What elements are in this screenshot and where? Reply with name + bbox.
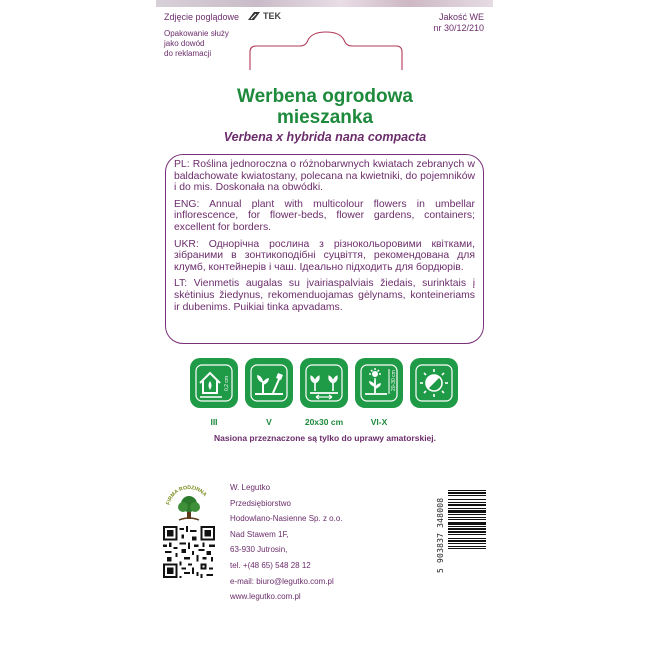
sowing-depth-text: 0,2 cm [224, 375, 230, 391]
company-line: W. Legutko [230, 483, 271, 492]
icon-caption-spacing: 20x30 cm [304, 417, 344, 427]
complaint-note-line: Opakowanie służy [164, 29, 229, 38]
barcode-bar [448, 543, 486, 544]
icon-caption-flowering: VI-X [370, 417, 388, 427]
tek-label: TEK [263, 11, 281, 21]
sample-photo-label: Zdjęcie poglądowe [164, 12, 240, 22]
barcode-bar [448, 492, 486, 494]
plant-height-text: 20-30 cm [391, 370, 397, 391]
company-address [230, 480, 343, 605]
product-photo-strip [156, 0, 493, 7]
barcode-digits: 5 903837 348008 [436, 497, 445, 573]
barcode-bar [448, 490, 486, 491]
description-ukr: UKR: Однорічна рослина з різнокольоровими квітками, зібраними в зонтикоподібні суцвіття, рекомендована для клумб, контейнерів і чаш. Ідеально підходить для бордюрів. [174, 238, 475, 273]
logo-text: FIRMA RODZINNA [165, 484, 208, 506]
tek-badge [247, 11, 281, 21]
barcode-bar [448, 504, 486, 506]
barcode-bar [448, 502, 486, 503]
barcode-bar [448, 514, 486, 515]
description-lt: LT: Vienmetis augalas su įvairiaspalviais žiedais, surinktais į skėtinius žiedynus, rekomenduojamas gėlynams, konteineriams ir dubenims. Puikiai tinka apvadams. [174, 278, 475, 313]
description-pl: PL: Roślina jednoroczna o różnobarwnych kwiatach zebranych w baldachowate kwiatostany, polecana na kwietniki, do pojemników i do mis. Doskonała na obwódki. [174, 159, 475, 194]
hang-hole-outline [248, 30, 404, 72]
barcode-bar [448, 495, 486, 496]
company-website: www.legutko.com.pl [230, 592, 301, 602]
company-line: 63-930 Jutrosin, [230, 545, 288, 555]
latin-name: Verbena x hybrida nana compacta [223, 130, 427, 144]
barcode-bar [448, 548, 486, 549]
description-box [165, 154, 484, 344]
barcode-bar [448, 499, 486, 500]
barcode-bar [448, 526, 486, 527]
company-line: Nad Stawem 1F, [230, 529, 289, 539]
complaint-note [164, 29, 254, 59]
spacing-icon [300, 358, 348, 408]
complaint-note-line: jako dowód [164, 39, 205, 48]
company-line: Hodowlano-Nasienne Sp. z o.o. [230, 514, 343, 524]
sun-exposure-icon [410, 358, 458, 408]
barcode-bar [448, 517, 486, 518]
greenhouse-sowing-icon [190, 358, 238, 408]
company-phone: tel. +(48 65) 548 28 12 [230, 560, 311, 570]
icon-caption-sowing: III [210, 417, 218, 427]
tek-leaf-icon [247, 11, 261, 21]
cultivation-icons [190, 358, 460, 410]
barcode-bar [448, 508, 486, 509]
barcode-bar [448, 510, 486, 513]
company-email: e-mail: biuro@legutko.com.pl [230, 576, 334, 586]
family-company-logo [163, 483, 215, 523]
product-name-line-1: Werbena ogrodowa [237, 86, 413, 107]
company-line: Przedsiębiorstwo [230, 498, 291, 508]
barcode-bar [448, 522, 486, 525]
qr-code [163, 526, 215, 578]
barcode-bar [448, 546, 486, 547]
planting-out-icon [245, 358, 293, 408]
amateur-use-notice: Nasiona przeznaczone są tylko do uprawy amatorskiej. [213, 433, 437, 443]
quality-line-1: Jakość WE [438, 12, 484, 22]
barcode-bar [448, 531, 486, 533]
icon-caption-planting: V [266, 417, 272, 427]
barcode-bar [448, 519, 486, 520]
flowering-height-icon [355, 358, 403, 408]
barcode-bar [448, 538, 486, 539]
product-name [170, 86, 480, 128]
description-eng: ENG: Annual plant with multicolour flowers in umbellar inflorescence, for flower-beds, flower gardens, containers; excellent for borders. [174, 198, 475, 233]
barcode-bar [448, 528, 486, 530]
complaint-note-line: do reklamacji [164, 49, 212, 58]
product-name-line-2: mieszanka [276, 107, 374, 128]
quality-label [420, 12, 484, 34]
quality-line-2: nr 30/12/210 [433, 23, 484, 33]
barcode-bar [448, 540, 486, 542]
barcode-bar [448, 534, 486, 535]
